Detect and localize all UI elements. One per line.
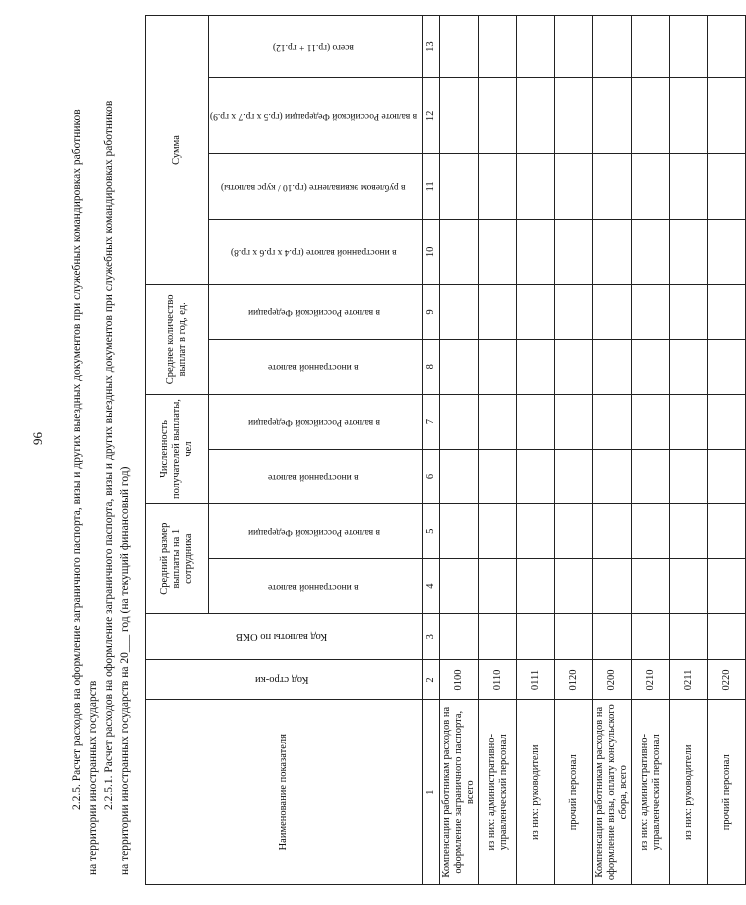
empty-cell <box>593 394 632 449</box>
header-row-code: Код стро-ки <box>146 660 423 700</box>
empty-cell <box>593 219 632 284</box>
empty-cell <box>708 154 746 219</box>
empty-cell <box>708 614 746 660</box>
header-c13: всего (гр.11 + гр.12) <box>209 16 423 78</box>
row-name: прочий персонал <box>708 700 746 885</box>
empty-cell <box>555 559 593 614</box>
empty-cell <box>440 614 479 660</box>
empty-cell <box>708 394 746 449</box>
empty-cell <box>555 219 593 284</box>
col-num: 10 <box>423 219 440 284</box>
empty-cell <box>632 154 670 219</box>
table-row <box>479 16 517 885</box>
empty-cell <box>517 614 555 660</box>
empty-cell <box>593 559 632 614</box>
empty-cell <box>479 449 517 504</box>
empty-cell <box>440 219 479 284</box>
empty-cell <box>555 154 593 219</box>
row-code: 0110 <box>479 660 517 700</box>
empty-cell <box>479 394 517 449</box>
col-num: 5 <box>423 504 440 559</box>
header-c12: в валюте Российской Федерации (гр.5 х гр.7 х гр.9) <box>209 78 423 154</box>
empty-cell <box>632 394 670 449</box>
expense-table <box>145 15 746 885</box>
row-name: из них: административно-управленческий персонал <box>632 700 670 885</box>
row-name: из них: руководители <box>670 700 708 885</box>
empty-cell <box>517 154 555 219</box>
table-row <box>517 16 555 885</box>
empty-cell <box>517 504 555 559</box>
table-row <box>670 16 708 885</box>
heading-2-2-5-1-line2: на территории иностранных государств на 20___ год (на текущий финансовый год) <box>119 466 131 875</box>
empty-cell <box>440 285 479 340</box>
col-num: 1 <box>423 700 440 885</box>
empty-cell <box>670 449 708 504</box>
col-num: 12 <box>423 78 440 154</box>
col-num: 7 <box>423 394 440 449</box>
row-code: 0120 <box>555 660 593 700</box>
empty-cell <box>632 16 670 78</box>
empty-cell <box>555 339 593 394</box>
empty-cell <box>632 449 670 504</box>
empty-cell <box>479 339 517 394</box>
col-num: 13 <box>423 16 440 78</box>
table-row <box>708 16 746 885</box>
empty-cell <box>479 614 517 660</box>
header-c9: в валюте Российской Федерации <box>209 285 423 340</box>
col-num: 4 <box>423 559 440 614</box>
empty-cell <box>440 449 479 504</box>
empty-cell <box>517 449 555 504</box>
empty-cell <box>670 559 708 614</box>
empty-cell <box>440 559 479 614</box>
empty-cell <box>632 504 670 559</box>
header-sum: Сумма <box>146 16 209 285</box>
header-c6: в иностранной валюте <box>209 449 423 504</box>
row-code: 0100 <box>440 660 479 700</box>
empty-cell <box>708 559 746 614</box>
column-number-row <box>423 16 440 885</box>
empty-cell <box>440 504 479 559</box>
empty-cell <box>670 339 708 394</box>
empty-cell <box>708 219 746 284</box>
col-num: 2 <box>423 660 440 700</box>
header-avg-count: Среднее количество выплат в год, ед. <box>146 285 209 395</box>
empty-cell <box>517 78 555 154</box>
header-c7: в валюте Российской Федерации <box>209 394 423 449</box>
empty-cell <box>479 78 517 154</box>
empty-cell <box>479 154 517 219</box>
empty-cell <box>632 285 670 340</box>
empty-cell <box>593 504 632 559</box>
empty-cell <box>440 394 479 449</box>
empty-cell <box>670 394 708 449</box>
empty-cell <box>593 285 632 340</box>
empty-cell <box>708 449 746 504</box>
header-c10: в иностранной валюте (гр.4 х гр.6 х гр.8) <box>209 219 423 284</box>
row-name: прочий персонал <box>555 700 593 885</box>
row-code: 0111 <box>517 660 555 700</box>
row-code: 0211 <box>670 660 708 700</box>
empty-cell <box>517 559 555 614</box>
empty-cell <box>555 16 593 78</box>
empty-cell <box>555 285 593 340</box>
header-c5: в валюте Российской Федерации <box>209 504 423 559</box>
heading-2-2-5-line1: 2.2.5. Расчет расходов на оформление заграничного паспорта, визы и других выездных документов при служебных командировках работников <box>71 109 83 810</box>
col-num: 6 <box>423 449 440 504</box>
heading-2-2-5-line2: на территории иностранных государств <box>87 680 99 875</box>
empty-cell <box>440 154 479 219</box>
empty-cell <box>517 339 555 394</box>
row-code: 0210 <box>632 660 670 700</box>
empty-cell <box>708 339 746 394</box>
header-recipients: Численность получателей выплаты, чел <box>146 394 209 504</box>
empty-cell <box>555 449 593 504</box>
empty-cell <box>593 449 632 504</box>
empty-cell <box>517 219 555 284</box>
table-row <box>632 16 670 885</box>
empty-cell <box>708 285 746 340</box>
empty-cell <box>632 219 670 284</box>
empty-cell <box>517 16 555 78</box>
empty-cell <box>479 504 517 559</box>
row-name: из них: административно-управленческий персонал <box>479 700 517 885</box>
empty-cell <box>593 78 632 154</box>
empty-cell <box>632 339 670 394</box>
row-name: Компенсации работникам расходов на оформление заграничного паспорта, всего <box>440 700 479 885</box>
table-row <box>555 16 593 885</box>
col-num: 9 <box>423 285 440 340</box>
empty-cell <box>670 219 708 284</box>
row-code: 0200 <box>593 660 632 700</box>
empty-cell <box>670 285 708 340</box>
row-name: Компенсации работникам расходов на оформление визы, оплату консульского сбора, всего <box>593 700 632 885</box>
empty-cell <box>708 504 746 559</box>
empty-cell <box>517 285 555 340</box>
heading-2-2-5-1-line1: 2.2.5.1. Расчет расходов на оформление заграничного паспорта, визы и других выездных документов при служебных командировках работников <box>103 100 115 810</box>
page-number: 96 <box>30 432 45 445</box>
col-num: 3 <box>423 614 440 660</box>
empty-cell <box>479 285 517 340</box>
empty-cell <box>670 614 708 660</box>
empty-cell <box>632 559 670 614</box>
empty-cell <box>440 339 479 394</box>
empty-cell <box>593 154 632 219</box>
empty-cell <box>593 614 632 660</box>
empty-cell <box>708 78 746 154</box>
empty-cell <box>440 78 479 154</box>
header-c8: в иностранной валюте <box>209 339 423 394</box>
empty-cell <box>555 78 593 154</box>
row-name: из них: руководители <box>517 700 555 885</box>
col-num: 11 <box>423 154 440 219</box>
empty-cell <box>708 16 746 78</box>
empty-cell <box>555 614 593 660</box>
empty-cell <box>479 16 517 78</box>
header-c11: в рублевом эквиваленте (гр.10 / курс валюты) <box>209 154 423 219</box>
header-currency-code: Код валюты по ОКВ <box>146 614 423 660</box>
empty-cell <box>670 154 708 219</box>
empty-cell <box>670 78 708 154</box>
col-num: 8 <box>423 339 440 394</box>
empty-cell <box>517 394 555 449</box>
empty-cell <box>479 219 517 284</box>
table-row <box>593 16 632 885</box>
table-row <box>440 16 479 885</box>
header-c4: в иностранной валюте <box>209 559 423 614</box>
empty-cell <box>479 559 517 614</box>
empty-cell <box>670 504 708 559</box>
header-name: Наименование показателя <box>146 700 423 885</box>
empty-cell <box>632 614 670 660</box>
header-avg-payment: Средний размер выплаты на 1 сотрудника <box>146 504 209 614</box>
empty-cell <box>670 16 708 78</box>
empty-cell <box>440 16 479 78</box>
empty-cell <box>593 16 632 78</box>
empty-cell <box>555 394 593 449</box>
empty-cell <box>555 504 593 559</box>
empty-cell <box>593 339 632 394</box>
row-code: 0220 <box>708 660 746 700</box>
empty-cell <box>632 78 670 154</box>
